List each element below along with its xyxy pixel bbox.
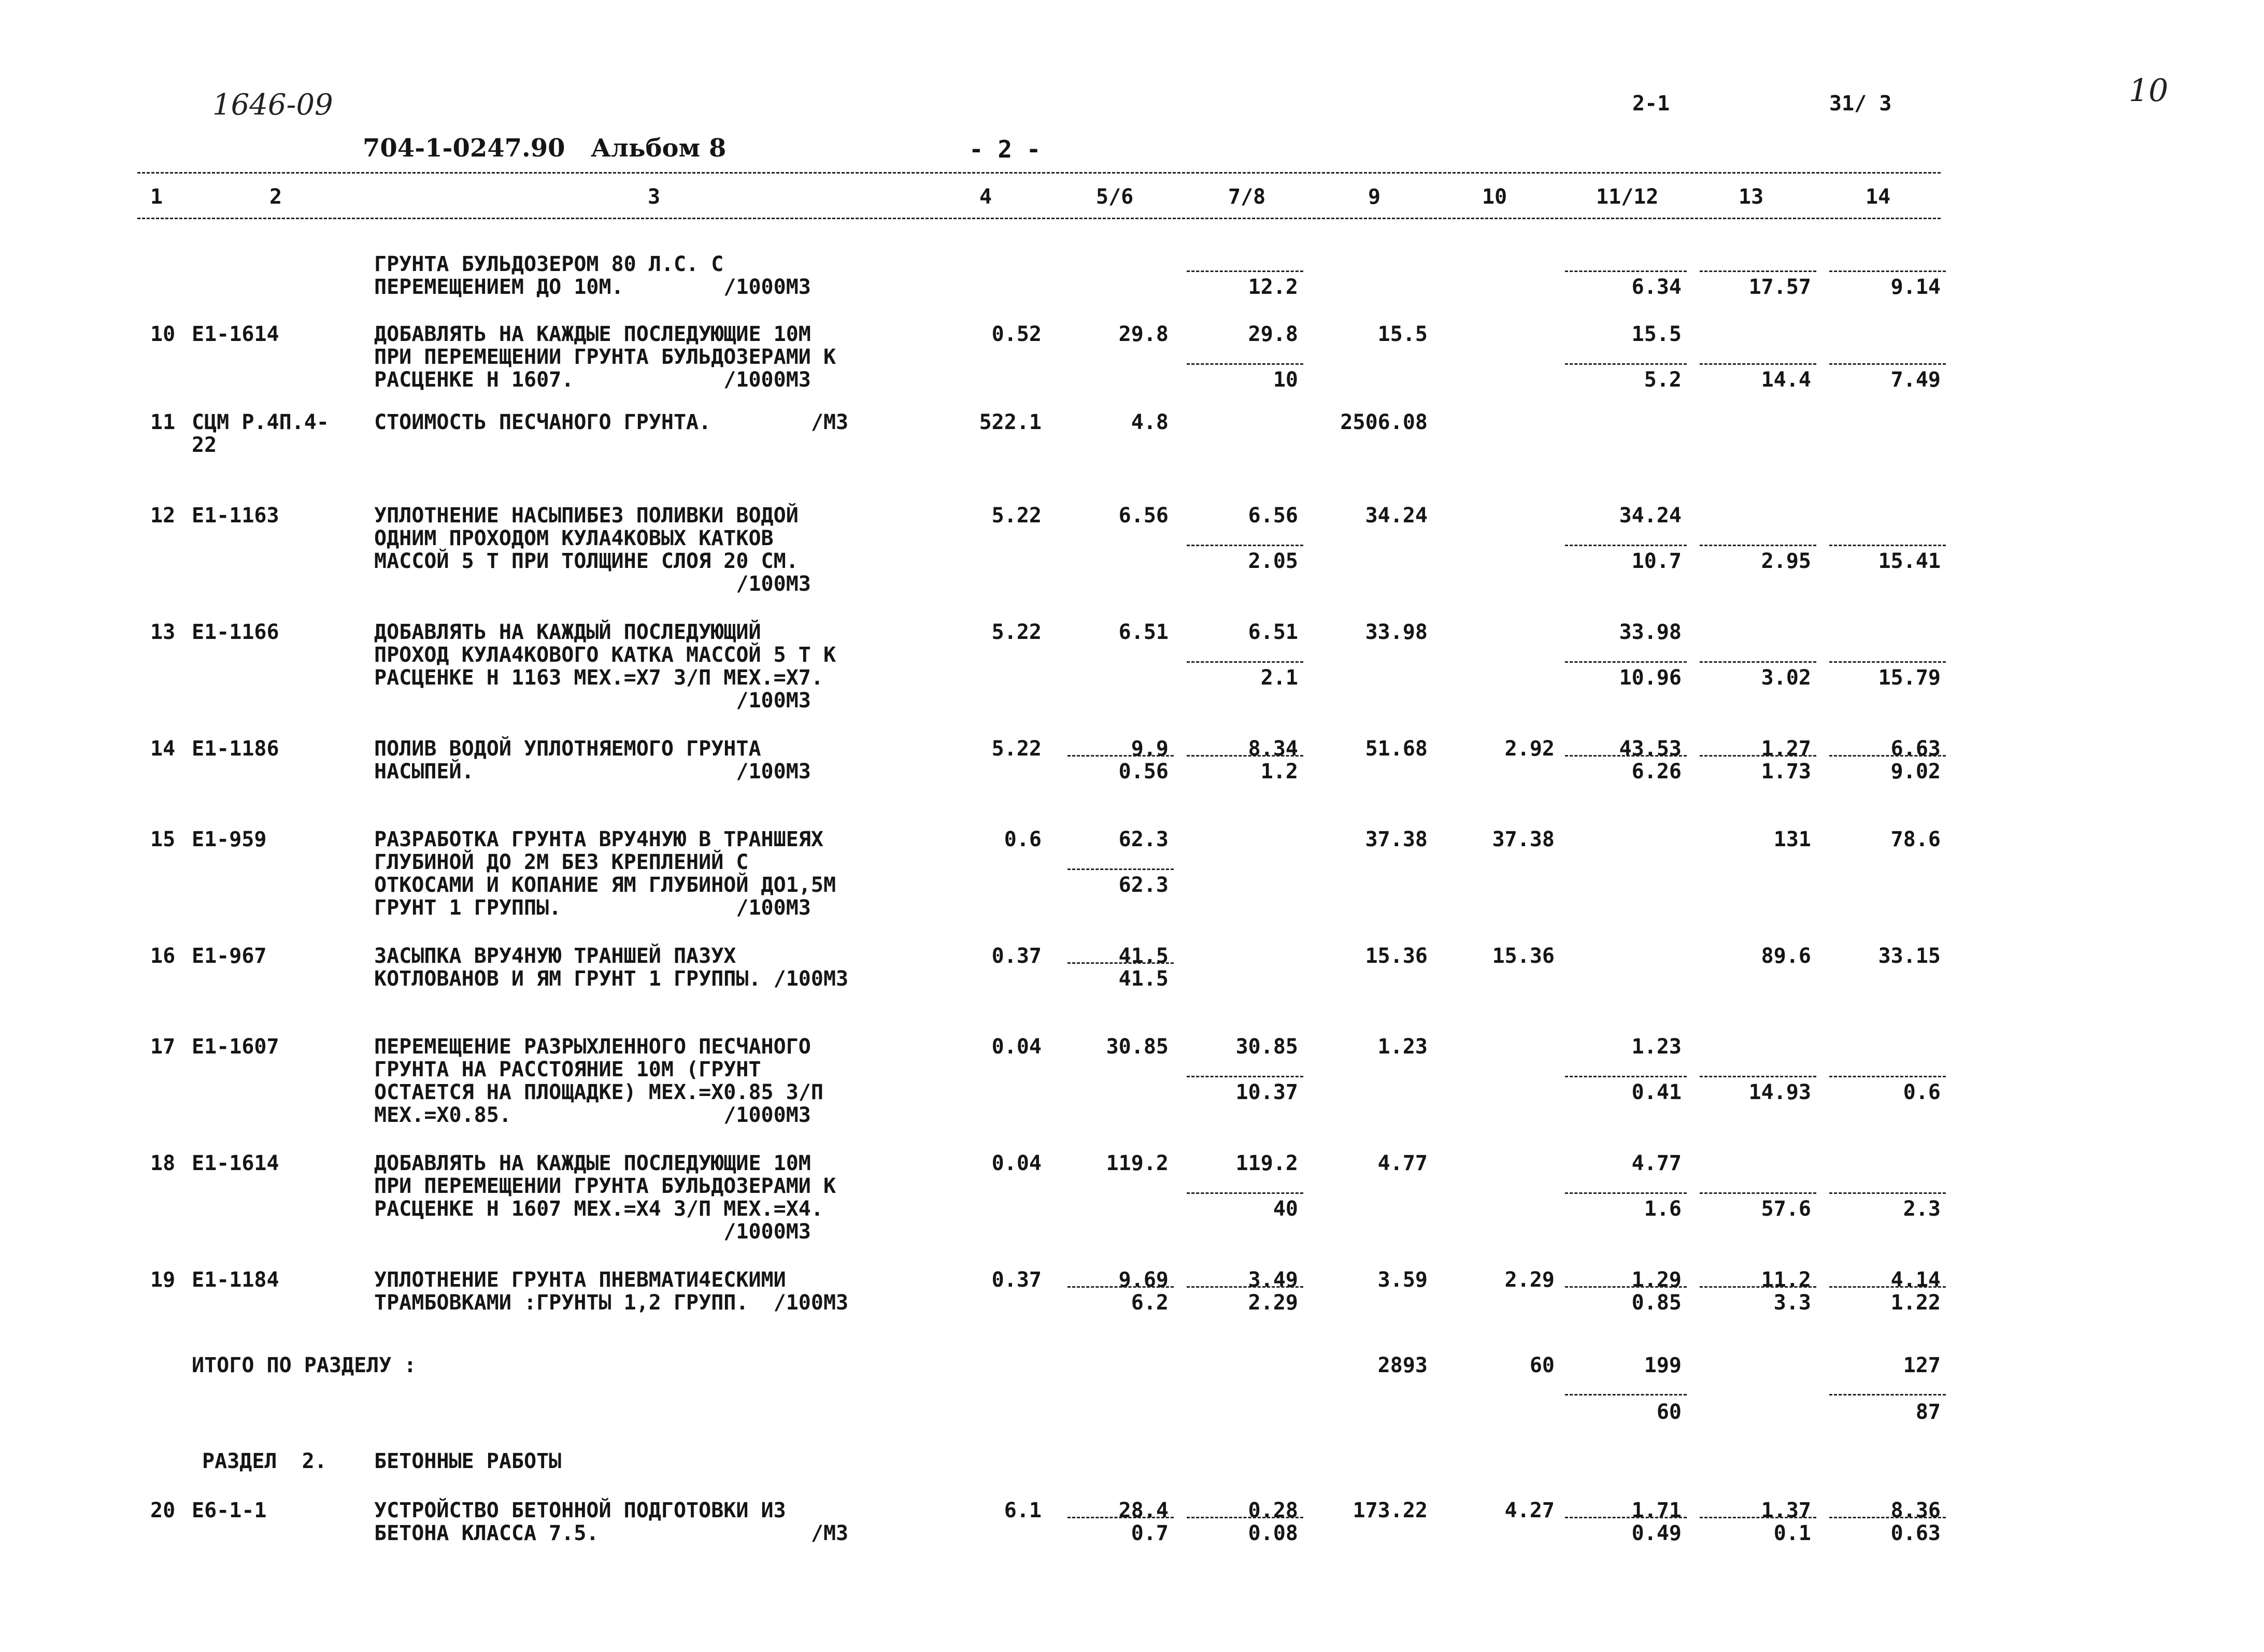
- cell-c78-upper: 0.28: [1248, 1499, 1298, 1522]
- fraction-separator: [1700, 363, 1816, 365]
- total-c1112-lower: 60: [1656, 1400, 1682, 1424]
- row-number: 11: [150, 410, 176, 434]
- fraction-separator: [1700, 1076, 1816, 1077]
- norm-code: Е1-1614: [192, 1151, 279, 1175]
- fraction-separator: [1187, 545, 1303, 546]
- fraction-separator: [1829, 1192, 1946, 1194]
- fraction-separator: [1187, 1076, 1303, 1077]
- norm-code: СЦМ Р.4П.4-: [192, 410, 329, 434]
- row-number: 18: [150, 1151, 176, 1175]
- cell-c14-lower: 0.63: [1890, 1521, 1941, 1545]
- cell-c56-lower: 62.3: [1118, 873, 1169, 897]
- cell-c13-upper: 1.27: [1761, 737, 1811, 761]
- cell-c1112-upper: 15.5: [1631, 322, 1682, 346]
- fraction-separator: [1187, 1517, 1303, 1518]
- row-number: 10: [150, 322, 176, 346]
- fraction-separator: [1187, 755, 1303, 757]
- cell-c1112-lower: 0.41: [1631, 1080, 1682, 1104]
- cell-c56-upper: 30.85: [1106, 1035, 1169, 1059]
- cell-c4: 5.22: [991, 620, 1042, 644]
- cell-c9: 173.22: [1352, 1499, 1428, 1522]
- cell-c13-lower: 2.95: [1761, 549, 1811, 573]
- cell-c14-upper: 6.63: [1890, 737, 1941, 761]
- work-description: ДОБАВЛЯТЬ НА КАЖДЫЕ ПОСЛЕДУЮЩИЕ 10М: [374, 1151, 811, 1175]
- cell-c56-upper: 9.69: [1118, 1268, 1169, 1292]
- cell-c1112-upper: 1.71: [1631, 1499, 1682, 1522]
- cell-c1112-lower: 6.26: [1631, 760, 1682, 784]
- column-header: 3: [648, 185, 661, 209]
- cell-c13-upper: 11.2: [1761, 1268, 1811, 1292]
- cell-c4: 5.22: [991, 504, 1042, 528]
- cell-c10: 2.29: [1504, 1268, 1555, 1292]
- cell-c13-upper: 131: [1773, 828, 1811, 851]
- column-header: 9: [1368, 185, 1381, 209]
- cell-c14-upper: 33.15: [1878, 944, 1941, 968]
- fraction-separator: [1700, 661, 1816, 663]
- column-header: 11/12: [1596, 185, 1659, 209]
- cell-c4: 6.1: [1004, 1499, 1042, 1522]
- cell-c78-lower: 12.2: [1248, 275, 1298, 299]
- cell-c56-upper: 6.51: [1118, 620, 1169, 644]
- header-top-rule: [137, 172, 1941, 174]
- cell-c9: 33.98: [1365, 620, 1428, 644]
- norm-code: Е6-1-1: [192, 1499, 267, 1522]
- cell-c1112-upper: 33.98: [1619, 620, 1682, 644]
- cell-c1112-upper: 1.23: [1631, 1035, 1682, 1059]
- fraction-separator: [1067, 1517, 1174, 1518]
- fraction-separator: [1829, 1517, 1946, 1518]
- cell-c1112-lower: 6.34: [1631, 275, 1682, 299]
- work-description: БЕТОНА КЛАССА 7.5. /М3: [374, 1521, 849, 1545]
- fraction-separator: [1829, 545, 1946, 546]
- cell-c9: 34.24: [1365, 504, 1428, 528]
- work-description: УПЛОТНЕНИЕ ГРУНТА ПНЕВМАТИ4ЕСКИМИ: [374, 1268, 786, 1292]
- cell-c78-lower: 40: [1273, 1197, 1298, 1221]
- cell-c56-upper: 62.3: [1118, 828, 1169, 851]
- cell-c9: 51.68: [1365, 737, 1428, 761]
- cell-c14-upper: 8.36: [1890, 1499, 1941, 1522]
- fraction-separator: [1700, 545, 1816, 546]
- cell-c56-upper: 28.4: [1118, 1499, 1169, 1522]
- sheet-page: 31/ 3: [1829, 92, 1892, 116]
- work-description: /1000М3: [374, 1220, 811, 1244]
- cell-c1112-upper: 43.53: [1619, 737, 1682, 761]
- fraction-separator: [1829, 1286, 1946, 1288]
- work-description: ОДНИМ ПРОХОДОМ КУЛА4КОВЫХ КАТКОВ: [374, 526, 774, 550]
- cell-c78-lower: 2.1: [1260, 666, 1298, 690]
- norm-code: Е1-1614: [192, 322, 279, 346]
- cell-c14-lower: 7.49: [1890, 368, 1941, 392]
- cell-c1112-upper: 4.77: [1631, 1151, 1682, 1175]
- cell-c78-upper: 6.56: [1248, 504, 1298, 528]
- work-description: УСТРОЙСТВО БЕТОННОЙ ПОДГОТОВКИ ИЗ: [374, 1499, 786, 1522]
- cell-c14-lower: 1.22: [1890, 1291, 1941, 1315]
- column-header: 14: [1866, 185, 1891, 209]
- cell-c10: 2.92: [1504, 737, 1555, 761]
- fraction-separator: [1187, 1286, 1303, 1288]
- work-description: ГРУНТА БУЛЬДОЗЕРОМ 80 Л.С. С: [374, 252, 724, 276]
- cell-c78-upper: 8.34: [1248, 737, 1298, 761]
- fraction-separator: [1565, 1394, 1687, 1395]
- fraction-separator: [1829, 1394, 1946, 1395]
- work-description: КОТЛОВАНОВ И ЯМ ГРУНТ 1 ГРУППЫ. /100М3: [374, 967, 849, 991]
- row-number: 13: [150, 620, 176, 644]
- fraction-separator: [1700, 755, 1816, 757]
- cell-c9: 4.77: [1377, 1151, 1428, 1175]
- fraction-separator: [1067, 755, 1174, 757]
- work-description: ОТКОСАМИ И КОПАНИЕ ЯМ ГЛУБИНОЙ ДО1,5М: [374, 873, 836, 897]
- cell-c56-lower: 0.56: [1118, 760, 1169, 784]
- work-description: ПОЛИВ ВОДОЙ УПЛОТНЯЕМОГО ГРУНТА: [374, 737, 761, 761]
- cell-c78-upper: 30.85: [1235, 1035, 1298, 1059]
- document-code: 704-1-0247.90: [363, 134, 565, 163]
- cell-c13-lower: 14.93: [1748, 1080, 1811, 1104]
- section-title: БЕТОННЫЕ РАБОТЫ: [374, 1449, 562, 1473]
- work-description: ПЕРЕМЕЩЕНИЕ РАЗРЫХЛЕННОГО ПЕСЧАНОГО: [374, 1035, 811, 1059]
- cell-c78-lower: 10: [1273, 368, 1298, 392]
- row-number: 19: [150, 1268, 176, 1292]
- fraction-separator: [1565, 755, 1687, 757]
- cell-c1112-lower: 1.6: [1644, 1197, 1682, 1221]
- norm-code: Е1-1607: [192, 1035, 279, 1059]
- cell-c4: 5.22: [991, 737, 1042, 761]
- cell-c78-lower: 1.2: [1260, 760, 1298, 784]
- fraction-separator: [1067, 868, 1174, 870]
- work-description: /100М3: [374, 572, 811, 596]
- row-number: 12: [150, 504, 176, 528]
- header-bottom-rule: [137, 218, 1941, 219]
- fraction-separator: [1067, 1286, 1174, 1288]
- column-header: 4: [979, 185, 992, 209]
- cell-c1112-lower: 0.85: [1631, 1291, 1682, 1315]
- cell-c78-lower: 0.08: [1248, 1521, 1298, 1545]
- norm-code: Е1-1186: [192, 737, 279, 761]
- page-marker: - 2 -: [969, 135, 1041, 163]
- cell-c56-upper: 41.5: [1118, 944, 1169, 968]
- cell-c1112-lower: 0.49: [1631, 1521, 1682, 1545]
- handwritten-page-number: 10: [2129, 73, 2169, 109]
- cell-c13-upper: 1.37: [1761, 1499, 1811, 1522]
- fraction-separator: [1187, 363, 1303, 365]
- fraction-separator: [1829, 270, 1946, 272]
- sheet-ref: 2-1: [1632, 92, 1670, 116]
- cell-c78-upper: 29.8: [1248, 322, 1298, 346]
- fraction-separator: [1700, 1286, 1816, 1288]
- cell-c14-lower: 9.14: [1890, 275, 1941, 299]
- cell-c56-upper: 9.9: [1131, 737, 1169, 761]
- fraction-separator: [1187, 270, 1303, 272]
- work-description: НАСЫПЕЙ. /100М3: [374, 760, 811, 784]
- cell-c56-upper: 4.8: [1131, 410, 1169, 434]
- work-description: ГЛУБИНОЙ ДО 2М БЕЗ КРЕПЛЕНИЙ С: [374, 850, 749, 874]
- work-description: /100М3: [374, 689, 811, 713]
- cell-c9: 1.23: [1377, 1035, 1428, 1059]
- cell-c4: 0.04: [991, 1151, 1042, 1175]
- cell-c4: 0.37: [991, 1268, 1042, 1292]
- cell-c56-lower: 6.2: [1131, 1291, 1169, 1315]
- norm-code: Е1-1166: [192, 620, 279, 644]
- norm-code: Е1-967: [192, 944, 267, 968]
- work-description: МЕХ.=Х0.85. /1000М3: [374, 1103, 811, 1127]
- work-description: ГРУНТ 1 ГРУППЫ. /100М3: [374, 896, 811, 920]
- cell-c9: 37.38: [1365, 828, 1428, 851]
- fraction-separator: [1187, 661, 1303, 663]
- cell-c13-lower: 14.4: [1761, 368, 1811, 392]
- cell-c78-upper: 3.49: [1248, 1268, 1298, 1292]
- cell-c14-lower: 9.02: [1890, 760, 1941, 784]
- work-description: ТРАМБОВКАМИ :ГРУНТЫ 1,2 ГРУПП. /100М3: [374, 1291, 849, 1315]
- section-total-label: ИТОГО ПО РАЗДЕЛУ :: [192, 1354, 417, 1377]
- work-description: ДОБАВЛЯТЬ НА КАЖДЫЕ ПОСЛЕДУЮЩИЕ 10М: [374, 322, 811, 346]
- cell-c78-lower: 2.05: [1248, 549, 1298, 573]
- album-label: Альбом 8: [591, 134, 727, 163]
- cell-c56-upper: 29.8: [1118, 322, 1169, 346]
- work-description: РАСЦЕНКЕ Н 1163 МЕХ.=Х7 З/П МЕХ.=Х7.: [374, 666, 823, 690]
- cell-c4: 0.37: [991, 944, 1042, 968]
- cell-c78-lower: 10.37: [1235, 1080, 1298, 1104]
- cell-c4: 0.52: [991, 322, 1042, 346]
- cell-c14-lower: 0.6: [1903, 1080, 1941, 1104]
- work-description: ОСТАЕТСЯ НА ПЛОЩАДКЕ) МЕХ.=Х0.85 З/П: [374, 1080, 823, 1104]
- cell-c13-lower: 17.57: [1748, 275, 1811, 299]
- handwritten-code: 1646-09: [212, 88, 333, 122]
- work-description: ЗАСЫПКА ВРУ4НУЮ ТРАНШЕЙ ПАЗУХ: [374, 944, 736, 968]
- cell-c10: 15.36: [1492, 944, 1555, 968]
- cell-c13-lower: 1.73: [1761, 760, 1811, 784]
- fraction-separator: [1829, 1076, 1946, 1077]
- fraction-separator: [1565, 545, 1687, 546]
- fraction-separator: [1829, 363, 1946, 365]
- cell-c4: 0.04: [991, 1035, 1042, 1059]
- fraction-separator: [1565, 270, 1687, 272]
- cell-c14-lower: 15.79: [1878, 666, 1941, 690]
- cell-c14-lower: 2.3: [1903, 1197, 1941, 1221]
- cell-c14-upper: 78.6: [1890, 828, 1941, 851]
- work-description: РАЗРАБОТКА ГРУНТА ВРУ4НУЮ В ТРАНШЕЯХ: [374, 828, 823, 851]
- fraction-separator: [1565, 1076, 1687, 1077]
- cell-c56-lower: 41.5: [1118, 967, 1169, 991]
- norm-code-continued: 22: [192, 433, 217, 457]
- norm-code: Е1-959: [192, 828, 267, 851]
- cell-c13-lower: 3.02: [1761, 666, 1811, 690]
- cell-c1112-lower: 10.7: [1631, 549, 1682, 573]
- column-header: 13: [1739, 185, 1764, 209]
- total-c14-lower: 87: [1915, 1400, 1941, 1424]
- cell-c1112-lower: 5.2: [1644, 368, 1682, 392]
- column-header: 2: [269, 185, 282, 209]
- row-number: 15: [150, 828, 176, 851]
- cell-c13-lower: 57.6: [1761, 1197, 1811, 1221]
- cell-c14-upper: 4.14: [1890, 1268, 1941, 1292]
- column-header: 10: [1482, 185, 1507, 209]
- work-description: МАССОЙ 5 Т ПРИ ТОЛЩИНЕ СЛОЯ 20 СМ.: [374, 549, 799, 573]
- work-description: ПРИ ПЕРЕМЕЩЕНИИ ГРУНТА БУЛЬДОЗЕРАМИ К: [374, 345, 836, 369]
- cell-c9: 15.5: [1377, 322, 1428, 346]
- row-number: 17: [150, 1035, 176, 1059]
- work-description: СТОИМОСТЬ ПЕСЧАНОГО ГРУНТА. /М3: [374, 410, 849, 434]
- cell-c13-lower: 3.3: [1773, 1291, 1811, 1315]
- work-description: РАСЦЕНКЕ Н 1607. /1000М3: [374, 368, 811, 392]
- norm-code: Е1-1163: [192, 504, 279, 528]
- row-number: 16: [150, 944, 176, 968]
- work-description: ПРИ ПЕРЕМЕЩЕНИИ ГРУНТА БУЛЬДОЗЕРАМИ К: [374, 1174, 836, 1198]
- fraction-separator: [1829, 661, 1946, 663]
- cell-c10: 37.38: [1492, 828, 1555, 851]
- cell-c78-lower: 2.29: [1248, 1291, 1298, 1315]
- total-c9: 2893: [1377, 1354, 1428, 1377]
- cell-c9: 15.36: [1365, 944, 1428, 968]
- total-c14-upper: 127: [1903, 1354, 1941, 1377]
- work-description: РАСЦЕНКЕ Н 1607 МЕХ.=Х4 З/П МЕХ.=Х4.: [374, 1197, 823, 1221]
- fraction-separator: [1565, 1192, 1687, 1194]
- work-description: ГРУНТА НА РАССТОЯНИЕ 10М (ГРУНТ: [374, 1058, 761, 1081]
- cell-c13-lower: 0.1: [1773, 1521, 1811, 1545]
- cell-c56-upper: 119.2: [1106, 1151, 1169, 1175]
- cell-c1112-lower: 10.96: [1619, 666, 1682, 690]
- cell-c56-lower: 0.7: [1131, 1521, 1169, 1545]
- cell-c4: 522.1: [979, 410, 1042, 434]
- cell-c56-upper: 6.56: [1118, 504, 1169, 528]
- work-description: ПРОХОД КУЛА4КОВОГО КАТКА МАССОЙ 5 Т К: [374, 643, 836, 667]
- row-number: 14: [150, 737, 176, 761]
- fraction-separator: [1565, 1286, 1687, 1288]
- cell-c1112-upper: 34.24: [1619, 504, 1682, 528]
- work-description: УПЛОТНЕНИЕ НАСЫПИБЕЗ ПОЛИВКИ ВОДОЙ: [374, 504, 799, 528]
- fraction-separator: [1700, 1517, 1816, 1518]
- fraction-separator: [1067, 962, 1174, 964]
- cell-c78-upper: 119.2: [1235, 1151, 1298, 1175]
- fraction-separator: [1700, 270, 1816, 272]
- cell-c9: 2506.08: [1340, 410, 1428, 434]
- total-c10: 60: [1529, 1354, 1555, 1377]
- cell-c14-lower: 15.41: [1878, 549, 1941, 573]
- cell-c10: 4.27: [1504, 1499, 1555, 1522]
- total-c1112-upper: 199: [1644, 1354, 1682, 1377]
- cell-c78-upper: 6.51: [1248, 620, 1298, 644]
- cell-c9: 3.59: [1377, 1268, 1428, 1292]
- column-header: 1: [150, 185, 163, 209]
- section-label: РАЗДЕЛ 2.: [202, 1449, 327, 1473]
- fraction-separator: [1565, 1517, 1687, 1518]
- row-number: 20: [150, 1499, 176, 1522]
- fraction-separator: [1565, 363, 1687, 365]
- column-header: 7/8: [1228, 185, 1266, 209]
- norm-code: Е1-1184: [192, 1268, 279, 1292]
- cell-c1112-upper: 1.29: [1631, 1268, 1682, 1292]
- fraction-separator: [1829, 755, 1946, 757]
- cell-c13-upper: 89.6: [1761, 944, 1811, 968]
- cell-c4: 0.6: [1004, 828, 1042, 851]
- fraction-separator: [1700, 1192, 1816, 1194]
- fraction-separator: [1565, 661, 1687, 663]
- work-description: ПЕРЕМЕЩЕНИЕМ ДО 10М. /1000М3: [374, 275, 811, 299]
- column-header: 5/6: [1096, 185, 1134, 209]
- work-description: ДОБАВЛЯТЬ НА КАЖДЫЙ ПОСЛЕДУЮЩИЙ: [374, 620, 761, 644]
- fraction-separator: [1187, 1192, 1303, 1194]
